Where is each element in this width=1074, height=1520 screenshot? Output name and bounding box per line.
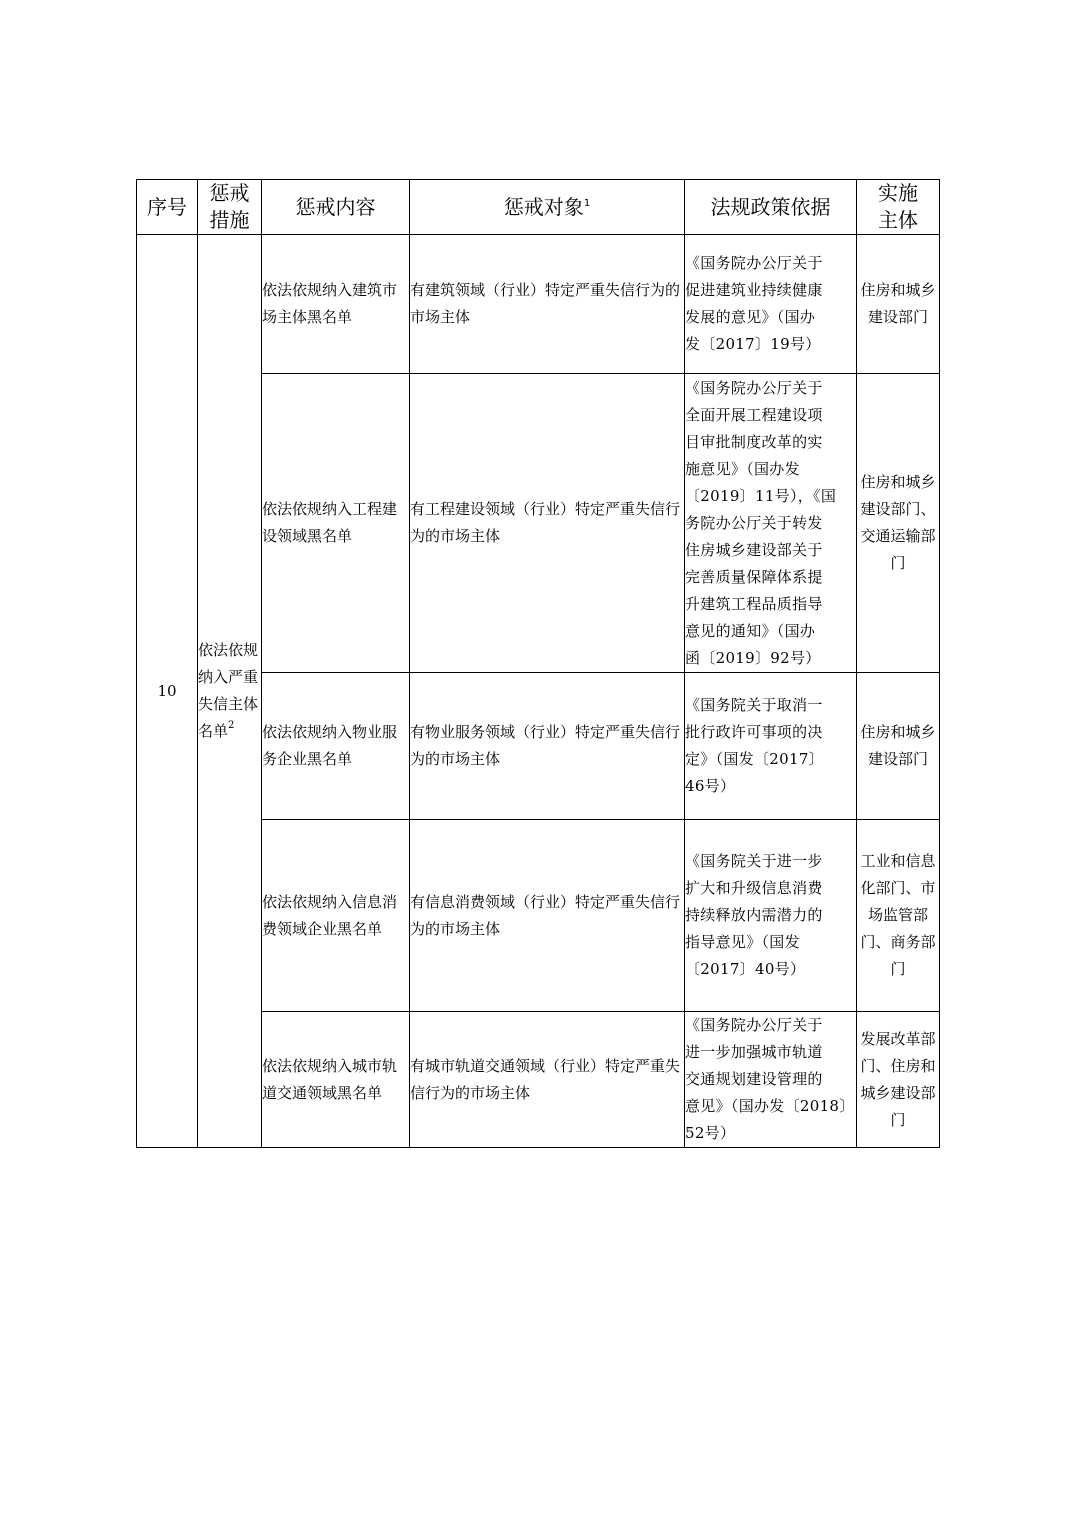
basis-cell: 《国务院办公厅关于 促进建筑业持续健康 发展的意见》（国办 发〔2017〕19号） bbox=[685, 235, 857, 374]
agent-cell: 工业和信息化部门、市场监管部门、商务部门 bbox=[857, 820, 940, 1012]
header-target: 惩戒对象$^1$ bbox=[410, 180, 685, 235]
footnote-marker: 1 bbox=[583, 197, 591, 209]
content-cell: 依法依规纳入信息消费领域企业黑名单 bbox=[262, 820, 410, 1012]
agent-cell: 住房和城乡建设部门 bbox=[857, 235, 940, 374]
target-cell: 有工程建设领域（行业）特定严重失信行为的市场主体 bbox=[410, 374, 685, 673]
agent-cell: 住房和城乡建设部门、交通运输部门 bbox=[857, 374, 940, 673]
seq-cell: 10 bbox=[137, 235, 198, 1148]
content-cell: 依法依规纳入物业服务企业黑名单 bbox=[262, 673, 410, 820]
header-measure: 惩戒 措施 bbox=[198, 180, 262, 235]
basis-cell: 《国务院办公厅关于 全面开展工程建设项 目审批制度改革的实 施意见》（国办发 〔2019〕11号），《国 务院办公厅关于转发 住房城乡建设部关于 完善质量保障体系提 升建筑工程品质指导 意见的通知》（国办 函〔2019〕92号） bbox=[685, 374, 857, 673]
target-cell: 有城市轨道交通领域（行业）特定严重失信行为的市场主体 bbox=[410, 1012, 685, 1148]
basis-cell: 《国务院办公厅关于 进一步加强城市轨道 交通规划建设管理的 意见》（国办发〔2018〕 52号） bbox=[685, 1012, 857, 1148]
header-row bbox=[137, 180, 940, 235]
target-cell: 有建筑领域（行业）特定严重失信行为的市场主体 bbox=[410, 235, 685, 374]
header-seq: 序号 bbox=[137, 180, 198, 235]
basis-cell: 《国务院关于取消一 批行政许可事项的决 定》（国发〔2017〕 46号） bbox=[685, 673, 857, 820]
measure-cell: 依法依规纳入严重失信主体名单$^2$ bbox=[198, 235, 262, 1148]
agent-cell: 住房和城乡建设部门 bbox=[857, 673, 940, 820]
footnote-marker: 2 bbox=[228, 720, 235, 731]
agent-cell: 发展改革部门、住房和城乡建设部门 bbox=[857, 1012, 940, 1148]
table-row bbox=[137, 235, 940, 374]
header-agent: 实施 主体 bbox=[857, 180, 940, 235]
punishment-table bbox=[136, 179, 940, 1148]
content-cell: 依法依规纳入建筑市场主体黑名单 bbox=[262, 235, 410, 374]
basis-cell: 《国务院关于进一步 扩大和升级信息消费 持续释放内需潜力的 指导意见》（国发 〔2017〕40号） bbox=[685, 820, 857, 1012]
header-basis: 法规政策依据 bbox=[685, 180, 857, 235]
content-cell: 依法依规纳入城市轨道交通领域黑名单 bbox=[262, 1012, 410, 1148]
target-cell: 有信息消费领域（行业）特定严重失信行为的市场主体 bbox=[410, 820, 685, 1012]
target-cell: 有物业服务领域（行业）特定严重失信行为的市场主体 bbox=[410, 673, 685, 820]
content-cell: 依法依规纳入工程建设领域黑名单 bbox=[262, 374, 410, 673]
header-content: 惩戒内容 bbox=[262, 180, 410, 235]
